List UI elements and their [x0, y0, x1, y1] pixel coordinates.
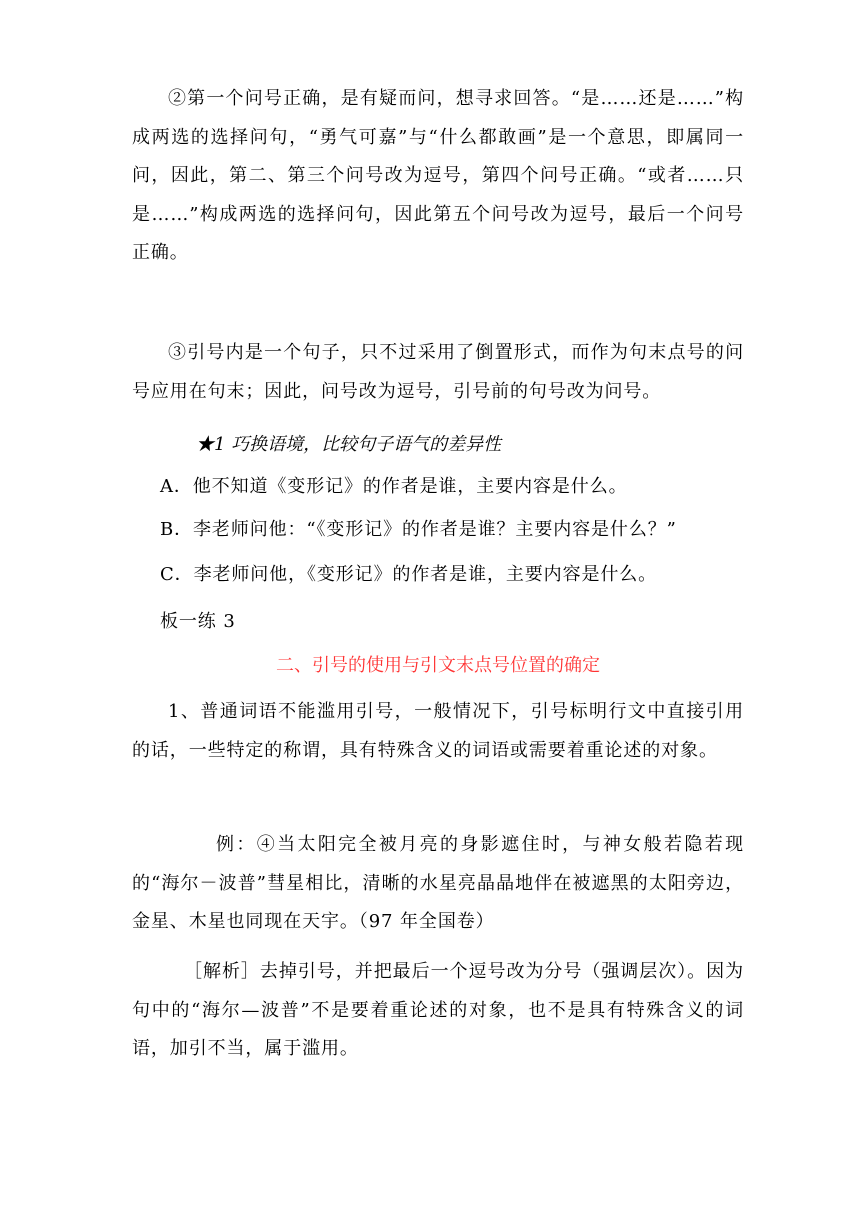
analysis-paragraph: ［解析］去掉引号，并把最后一个逗号改为分号（强调层次）。因为句中的“海尔—波普”不是要着重论述的对象，也不是具有特殊含义的词语，加引不当，属于滥用。	[132, 961, 744, 1059]
option-a: A．他不知道《变形记》的作者是谁，主要内容是什么。	[160, 476, 628, 497]
practice-label: 板一练 3	[160, 611, 236, 632]
paragraph-answer-2: ②第一个问号正确，是有疑而问，想寻求回答。“是……还是……”构成两选的选择问句，“勇气可嘉”与“什么都敢画”是一个意思，即属同一问，因此，第二、第三个问号改为逗号，第四个问号正确。“或者……只是……”构成两选的选择问句，因此第五个问号改为逗号，最后一个问号正确。	[132, 88, 744, 263]
option-c: C．李老师问他，《变形记》的作者是谁，主要内容是什么。	[160, 564, 658, 585]
paragraph-rule-1: 1、普通词语不能滥用引号，一般情况下，引号标明行文中直接引用的话，一些特定的称谓，具有特殊含义的词语或需要着重论述的对象。	[132, 701, 744, 761]
option-b: B．李老师问他：“《变形记》的作者是谁？主要内容是什么？”	[160, 519, 677, 540]
example-paragraph: 例：④当太阳完全被月亮的身影遮住时，与神女般若隐若现的“海尔－波普”彗星相比，清晰的水星亮晶晶地伴在被遮黑的太阳旁边，金星、木星也同现在天宇。（97 年全国卷）	[132, 834, 744, 932]
section-heading: 二、引号的使用与引文末点号位置的确定	[276, 655, 600, 676]
paragraph-answer-3: ③引号内是一个句子，只不过采用了倒置形式，而作为句末点号的问号应用在句末；因此，问号改为逗号，引号前的句号改为问号。	[132, 342, 744, 402]
star-exercise-title: ★1 巧换语境，比较句子语气的差异性	[196, 434, 502, 455]
